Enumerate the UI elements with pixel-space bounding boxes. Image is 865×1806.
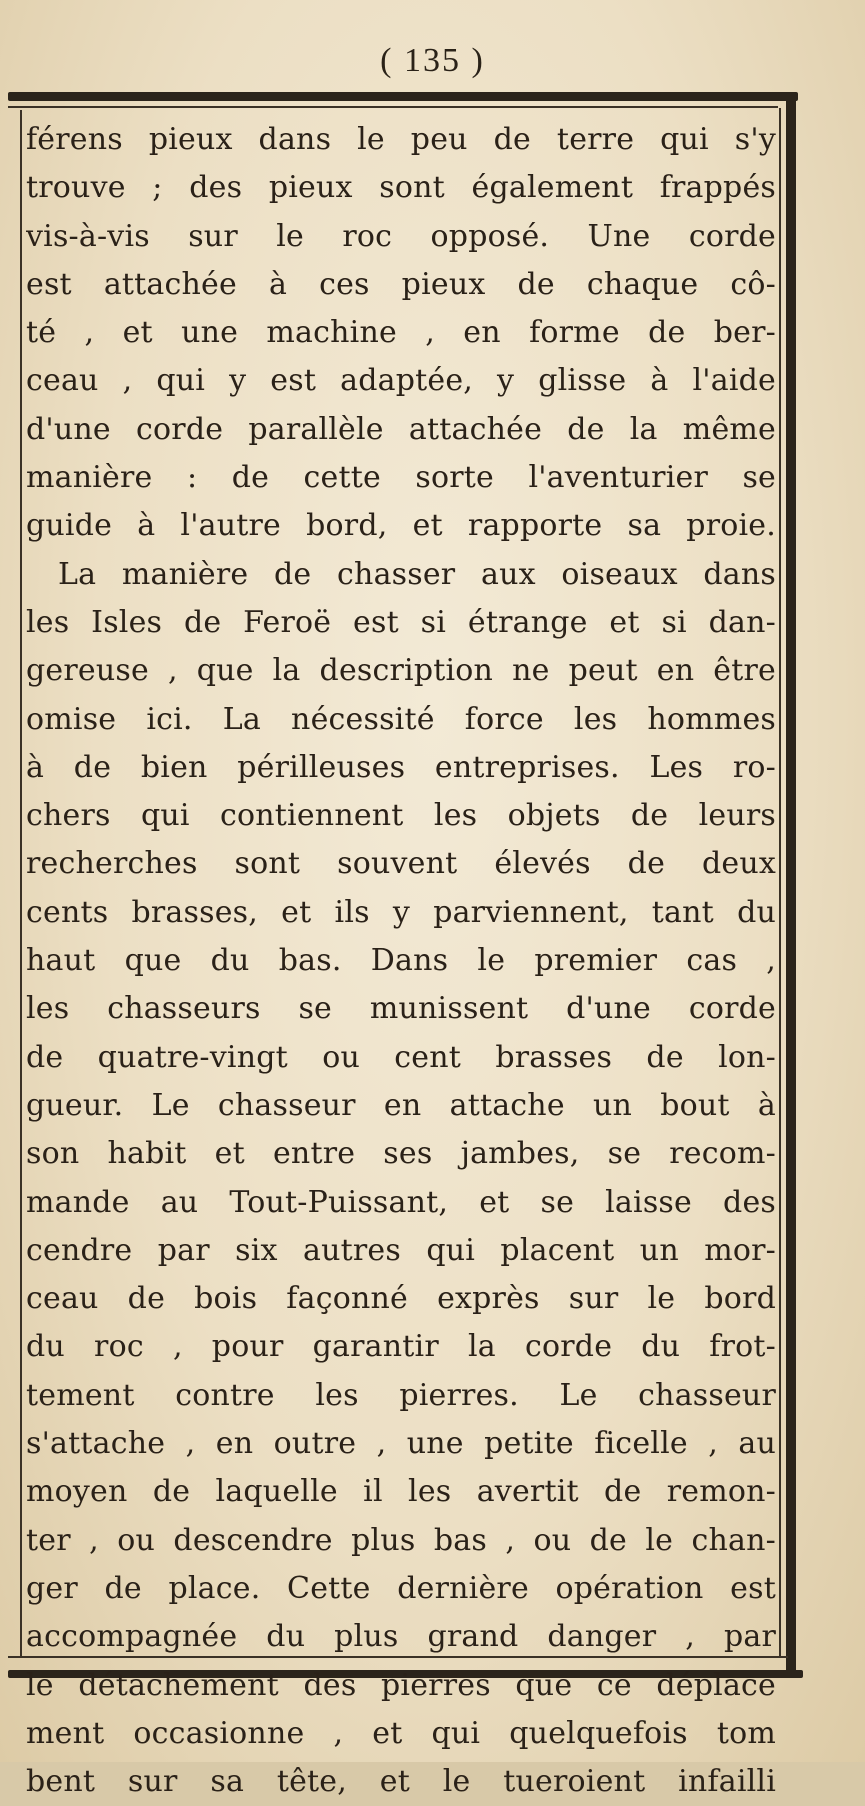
- text-line: guide à l'autre bord, et rapporte sa proie.: [26, 508, 776, 544]
- body-text: [26, 116, 776, 1806]
- text-line: son habit et entre ses jambes, se recom-: [26, 1136, 776, 1172]
- text-line: chers qui contiennent les objets de leurs: [26, 798, 776, 834]
- text-line: gueur. Le chasseur en attache un bout à: [26, 1087, 776, 1123]
- text-line: le détachement des pierres que ce déplace: [26, 1667, 776, 1703]
- text-line: gereuse , que la description ne peut en être: [26, 653, 776, 689]
- text-line: à de bien périlleuses entreprises. Les ro-: [26, 749, 776, 785]
- text-line: s'attache , en outre , une petite ficelle , au: [26, 1426, 776, 1462]
- text-line: férens pieux dans le peu de terre qui s'y: [26, 122, 776, 157]
- frame-right-rule-thick: [786, 92, 796, 1678]
- top-rule-thick: [8, 92, 798, 101]
- frame-left-rule: [20, 110, 22, 1656]
- text-line: tement contre les pierres. Le chasseur: [26, 1377, 776, 1413]
- text-line: ger de place. Cette dernière opération est: [26, 1570, 776, 1606]
- text-line: té , et une machine , en forme de ber-: [26, 315, 776, 351]
- text-line: les chasseurs se munissent d'une corde: [26, 991, 776, 1027]
- text-line: cents brasses, et ils y parviennent, tant du: [26, 894, 776, 930]
- text-line: ment occasionne , et qui quelquefois tom: [26, 1715, 776, 1751]
- text-line: recherches sont souvent élevés de deux: [26, 846, 776, 882]
- text-line: les Isles de Feroë est si étrange et si dan-: [26, 604, 776, 640]
- text-line: d'une corde parallèle attachée de la même: [26, 411, 776, 447]
- top-rule-thin: [8, 106, 778, 108]
- text-line: haut que du bas. Dans le premier cas ,: [26, 943, 776, 979]
- page-number: ( 135 ): [380, 42, 485, 79]
- text-line: manière : de cette sorte l'aventurier se: [26, 460, 776, 496]
- text-line: accompagnée du plus grand danger , par: [26, 1619, 776, 1655]
- text-line: trouve ; des pieux sont également frappés: [26, 170, 776, 206]
- frame-right-rule-thin: [779, 108, 781, 1656]
- text-line: ceau , qui y est adaptée, y glisse à l'aide: [26, 363, 776, 399]
- text-line: moyen de laquelle il les avertit de remon-: [26, 1474, 776, 1510]
- text-line: bent sur sa tête, et le tueroient infailli: [26, 1764, 776, 1800]
- text-line: omise ici. La nécessité force les hommes: [26, 701, 776, 737]
- text-line: mande au Tout-Puissant, et se laisse des: [26, 1184, 776, 1220]
- text-line: ter , ou descendre plus bas , ou de le chan-: [26, 1522, 776, 1558]
- text-line: vis-à-vis sur le roc opposé. Une corde: [26, 218, 776, 254]
- paragraph-first-line: La manière de chasser aux oiseaux dans: [58, 556, 776, 592]
- text-line: du roc , pour garantir la corde du frot-: [26, 1329, 776, 1365]
- text-line: est attachée à ces pieux de chaque cô-: [26, 266, 776, 302]
- text-line: de quatre-vingt ou cent brasses de lon-: [26, 1039, 776, 1075]
- text-line: ceau de bois façonné exprès sur le bord: [26, 1281, 776, 1317]
- text-line: cendre par six autres qui placent un mor-: [26, 1232, 776, 1268]
